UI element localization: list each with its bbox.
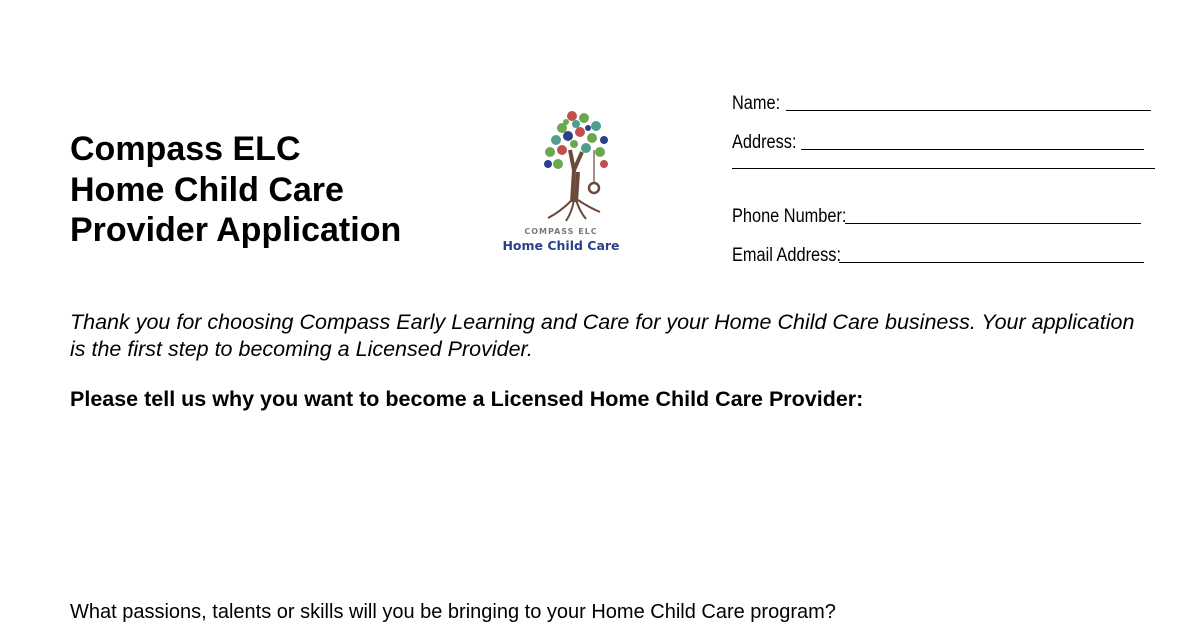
phone-input-line[interactable] bbox=[845, 223, 1141, 224]
tree-with-tire-swing-icon bbox=[500, 100, 622, 230]
answer-area-why[interactable] bbox=[70, 425, 1150, 585]
title-line-3: Provider Application bbox=[70, 211, 402, 249]
name-label: Name: bbox=[732, 93, 781, 114]
address-input-line[interactable] bbox=[801, 149, 1144, 150]
compass-elc-logo bbox=[500, 100, 622, 260]
logo-brand-big: Home Child Care bbox=[502, 238, 620, 253]
address-line-2-field[interactable] bbox=[732, 168, 1155, 173]
address-line-2-input-line[interactable] bbox=[732, 168, 1155, 169]
name-field[interactable] bbox=[732, 93, 1151, 115]
email-label: Email Address: bbox=[732, 245, 841, 266]
phone-label: Phone Number: bbox=[732, 206, 847, 227]
intro-paragraph: Thank you for choosing Compass Early Learning and Care for your Home Child Care business. Your application is the first step to becoming a Licensed Provider. bbox=[70, 310, 1135, 361]
question-why: Please tell us why you want to become a Licensed Home Child Care Provider: bbox=[70, 387, 864, 411]
address-label: Address: bbox=[732, 132, 797, 153]
email-input-line[interactable] bbox=[839, 262, 1144, 263]
question-passions: What passions, talents or skills will you be bringing to your Home Child Care program? bbox=[70, 601, 836, 623]
title-line-1: Compass ELC bbox=[70, 130, 301, 168]
address-field[interactable] bbox=[732, 132, 1144, 154]
email-field[interactable] bbox=[732, 245, 1144, 267]
logo-brand-small: COMPASS ELC bbox=[524, 227, 598, 236]
phone-field[interactable] bbox=[732, 206, 1141, 228]
page-title bbox=[70, 129, 401, 251]
name-input-line[interactable] bbox=[786, 110, 1151, 111]
title-line-2: Home Child Care bbox=[70, 170, 344, 209]
